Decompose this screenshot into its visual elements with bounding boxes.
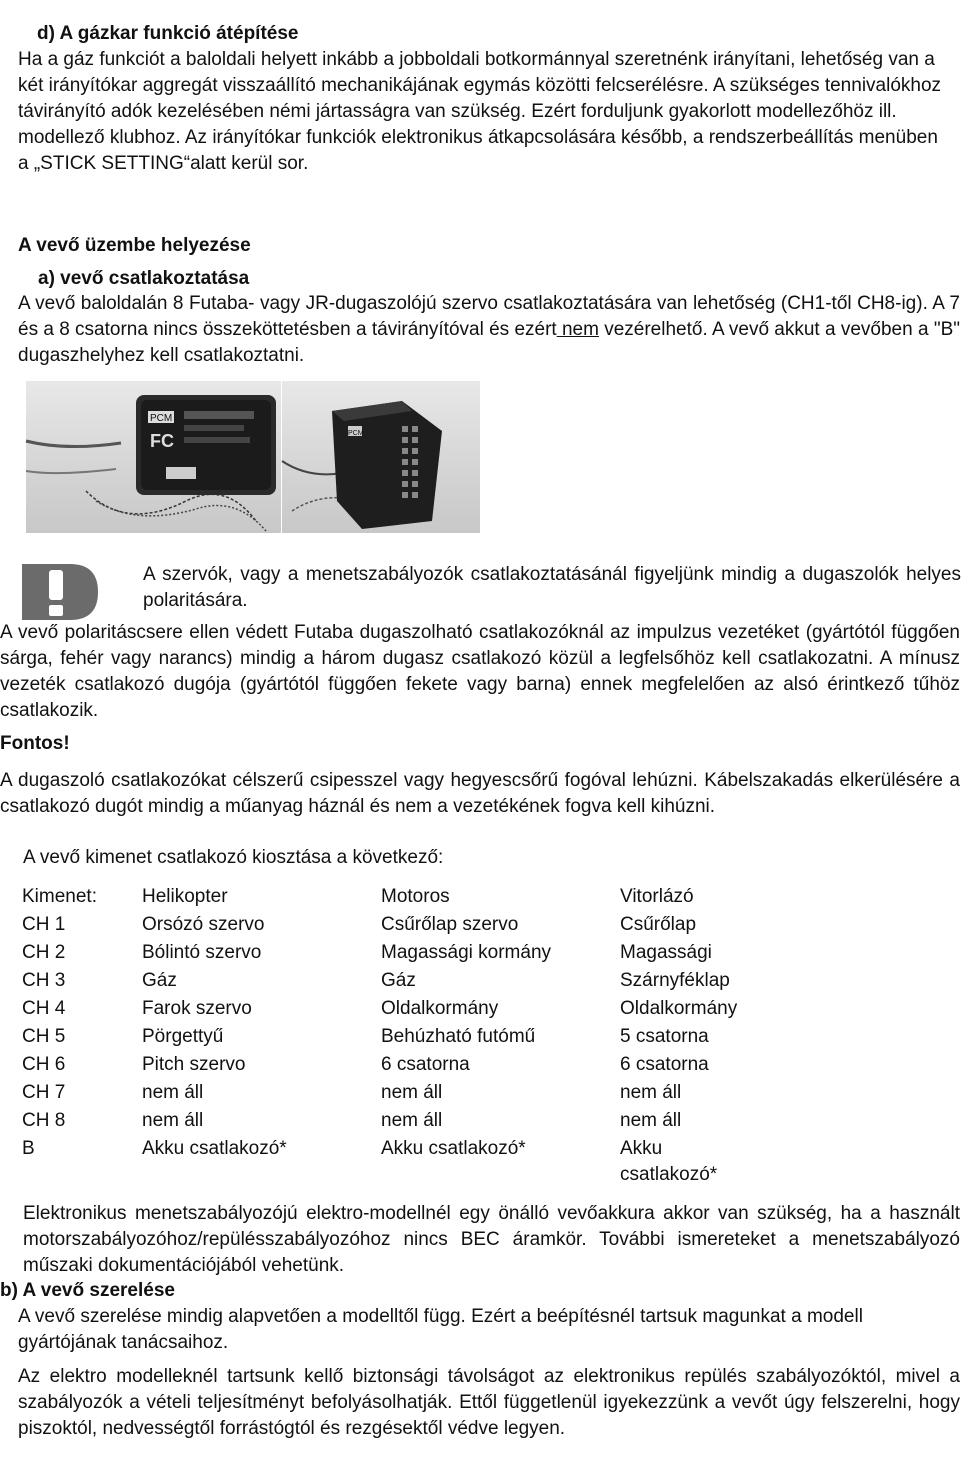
table-cell: Pörgettyű [142,1026,224,1047]
section-d-heading: d) A gázkar funkció átépítése [37,23,299,44]
table-cell: CH 3 [22,970,66,991]
table-cell: CH 5 [22,1026,66,1047]
table-cell: Csűrőlap szervo [381,914,519,935]
important-label: Fontos! [0,733,70,754]
header-glider: Vitorlázó [620,886,694,907]
receiver-photo-side [282,381,480,533]
header-helicopter: Helikopter [142,886,228,907]
table-intro: A vevő kimenet csatlakozó kiosztása a következő: [23,847,444,868]
table-cell: Bólintó szervo [142,942,262,963]
table-cell: CH 1 [22,914,66,935]
table-cell: CH 2 [22,942,66,963]
table-cell: CH 8 [22,1110,66,1131]
receiver-connection-text [18,291,960,369]
receiver-heading: A vevő üzembe helyezése [18,235,251,256]
cut-off-line [18,0,748,4]
table-cell: B [22,1138,35,1159]
table-cell: Magassági kormány [381,942,552,963]
table-cell: Magassági [620,942,712,963]
table-row [22,1136,782,1185]
table-cell: nem áll [381,1110,443,1131]
exclamation-icon [22,564,98,620]
table-cell: Farok szervo [142,998,252,1019]
table-cell: Oldalkormány [381,998,499,1019]
table-cell: CH 6 [22,1054,66,1075]
table-cell: nem áll [381,1082,443,1103]
table-cell: Akku csatlakozó* [142,1138,287,1159]
section-b-heading: b) A vevő szerelése [0,1280,175,1301]
warning-text: A szervók, vagy a menetszabályozók csatlakoztatásánál figyeljünk mindig a dugaszolók helyes polaritására. [143,564,961,611]
table-cell: nem áll [142,1082,204,1103]
section-b-text-2: Az elektro modelleknél tartsunk kellő biztonsági távolságot az elektronikus repülés szabályozóktól, mivel a szabályozók a vételi teljesítményt befolyásolhatják. Ettől függetlenül igyekezzünk a vevőt úgy felszerelni, hogy piszoktól, nedvességtől forrástógtól és rezgésektől védve legyen. [18,1366,960,1439]
table-cell: CH 4 [22,998,66,1019]
header-output: Kimenet: [22,886,97,907]
table-cell: Szárnyféklap [620,970,730,991]
table-cell: Akku csatlakozó* [620,1138,718,1185]
photo-label-fc: FC [150,431,174,451]
section-b-text-1: A vevő szerelése mindig alapvetően a modelltől függ. Ezért a beépítésnél tartsuk magunkat a modell gyártójának tanácsaihoz. [18,1306,863,1353]
table-cell: nem áll [142,1110,204,1131]
receiver-text-part: A vevő baloldalán 8 Futaba- vagy JR-dugaszolójú szervo csatlakoztatására van lehetőség (CH1-től CH8-ig). A 7 és a 8 csatorna nincs összeköttetésben a távirányítóval és ezért [18,293,960,340]
table-cell: Behúzható futómű [381,1026,536,1047]
table-cell: 5 csatorna [620,1026,709,1047]
table-cell: nem áll [620,1110,682,1131]
table-cell: Orsózó szervo [142,914,265,935]
table-cell: Csűrőlap [620,914,697,935]
table-cell: Oldalkormány [620,998,738,1019]
receiver-side-illustration [282,381,480,533]
table-cell: Akku csatlakozó* [381,1138,526,1159]
table-cell: nem áll [620,1082,682,1103]
table-cell: CH 7 [22,1082,66,1103]
important-text: A dugaszoló csatlakozókat célszerű csipesszel vagy hegyescsőrű fogóval lehúzni. Kábelszakadás elkerülésére a csatlakozó dugót mindig a műanyag háznál és nem a vezetékének fogva kell kihúzni. [0,770,960,817]
table-cell: Gáz [142,970,177,991]
polarity-text: A vevő polaritáscsere ellen védett Futaba dugaszolható csatlakozóknál az impulzus vezetéket (gyártótól függően sárga, fehér vagy narancs) mindig a három dugasz csatlakozó közül a legfelsőhöz kell csatlakozatni. A mínusz vezeték csatlakozó dugója (gyártótól függően fekete vagy barna) ennek megfelelően az alsó érintkező tűhöz csatlakozik. [0,622,960,721]
table-cell: 6 csatorna [381,1054,470,1075]
photo-label-pcm-side: PCM [348,430,364,437]
table-cell: Pitch szervo [142,1054,246,1075]
receiver-photo-front [26,381,281,533]
section-d-text: Ha a gáz funkciót a baloldali helyett inkább a jobboldali botkormánnyal szeretnénk irányítani, lehetőség van a két irányítókar aggregát visszaállító mechanikájának egymás közötti felcserélésre. A szükséges tennivalókhoz távirányító adók kezelésében némi jártasságra van szükség. Ezért forduljunk gyakorlott modellezőhöz ill. modellező klubhoz. Az irányítókar funkciók elektronikus átkapcsolására később, a rendszerbeállítás menüben a „STICK SETTING“alatt kerül sor. [18,49,942,174]
receiver-subheading-a: a) vevő csatlakoztatása [38,268,250,289]
table-cell: Gáz [381,970,416,991]
photo-label-pcm: PCM [150,413,173,424]
receiver-text-underlined: nem [556,319,599,340]
table-cell: 6 csatorna [620,1054,709,1075]
receiver-text-part-end: vezérelhető. A vevő akkut a vevőben a "B" dugaszhelyhez kell csatlakoztatni. [18,319,960,366]
esc-text: Elektronikus menetszabályozójú elektro-modellnél egy önálló vevőakkura akkor van szükség, ha a használt motorszabályozóhoz/repülésszabályozóhoz nincs BEC áramkör. További ismereteket a menetszabályozó műszaki dokumentációjából vehetünk. [23,1203,960,1276]
receiver-front-illustration [26,381,281,533]
header-motor: Motoros [381,886,450,907]
